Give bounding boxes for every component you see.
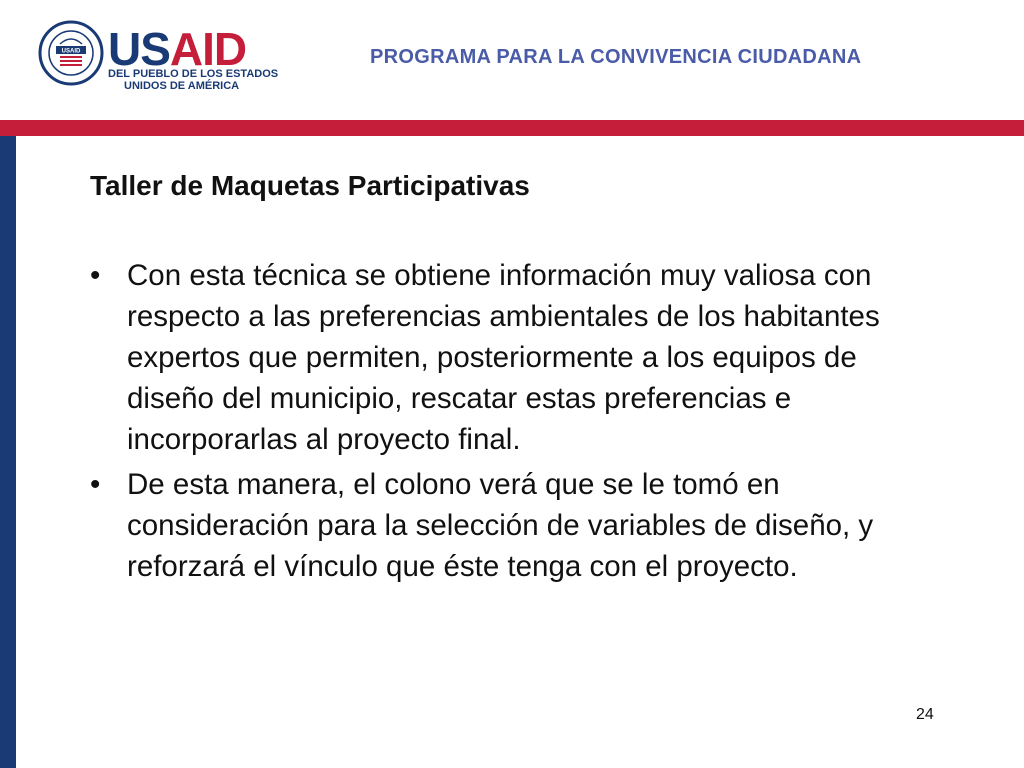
usaid-logo-wordmark (108, 23, 247, 75)
bullet-item (90, 464, 950, 587)
logo-subtitle-line1: DEL PUEBLO DE LOS ESTADOS (108, 68, 279, 80)
slide-title: Taller de Maquetas Participativas (90, 170, 530, 201)
logo-subtitle-line2: UNIDOS DE AMÉRICA (124, 80, 240, 92)
bullet-text: Con esta técnica se obtiene información muy valiosa con respecto a las preferencias ambientales de los habitantes expertos que permiten, posteriormente a los equipos de diseño del municipio, rescatar estas preferencias e incorporarlas al proyecto final. (127, 259, 880, 456)
bullet-marker: • (90, 259, 101, 292)
bullet-marker: • (90, 468, 101, 501)
left-blue-bar (0, 136, 16, 768)
bullet-list (90, 255, 950, 591)
bullet-text: De esta manera, el colono verá que se le tomó en consideración para la selección de variables de diseño, y reforzará el vínculo que éste tenga con el proyecto. (127, 468, 874, 583)
bullet-item (90, 255, 950, 460)
program-title: PROGRAMA PARA LA CONVIVENCIA CIUDADANA (370, 46, 862, 68)
logo-text-aid: AID (169, 23, 247, 75)
slide-header (0, 0, 1024, 120)
header-red-band (0, 120, 1024, 136)
logo-text-us: US (108, 23, 170, 75)
seal-label: USAID (61, 48, 81, 55)
page-number: 24 (916, 706, 934, 723)
usaid-seal-icon (38, 20, 104, 86)
